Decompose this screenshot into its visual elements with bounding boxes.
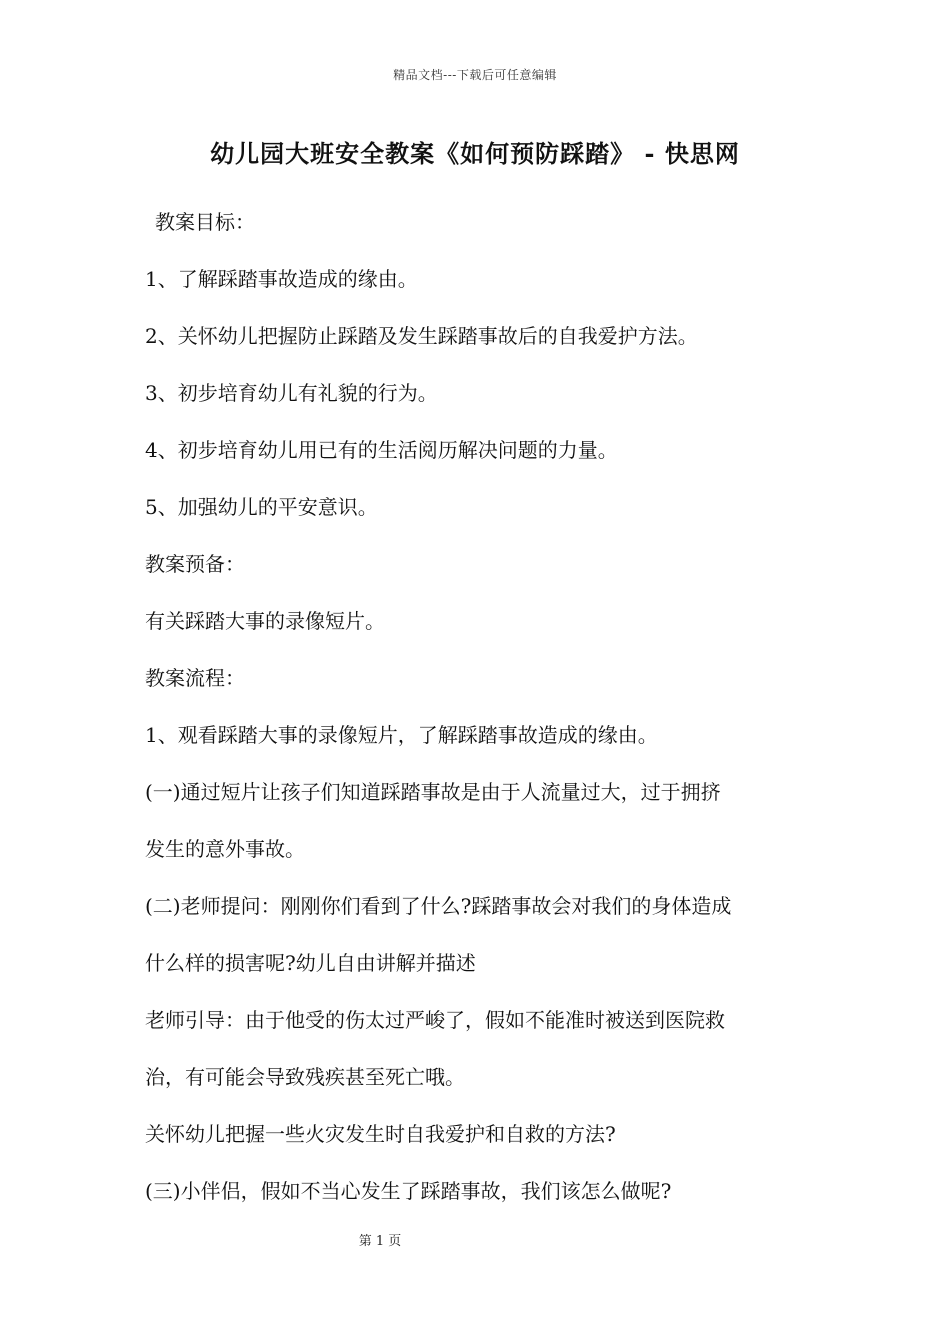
page-number: 第 1 页 (358, 1234, 402, 1249)
paragraph-line: 发生的意外事故。 (145, 837, 305, 861)
page-header: 精品文档---下载后可任意编辑 (393, 68, 557, 82)
paragraph-line: 老师引导：由于他受的伤太过严峻了，假如不能准时被送到医院救 (145, 1008, 725, 1032)
paragraph-line: 什么样的损害呢?幼儿自由讲解并描述 (145, 951, 476, 975)
paragraph-line: (一)通过短片让孩子们知道踩踏事故是由于人流量过大，过于拥挤 (145, 780, 721, 804)
paragraph-line: 有关踩踏大事的录像短片。 (145, 609, 385, 633)
paragraph-line: (三)小伴侣，假如不当心发生了踩踏事故，我们该怎么做呢? (145, 1179, 672, 1203)
paragraph-line: 关怀幼儿把握一些火灾发生时自我爱护和自救的方法? (145, 1122, 616, 1146)
paragraph-line: 治，有可能会导致残疾甚至死亡哦。 (145, 1065, 465, 1089)
paragraph-line: 3、初步培育幼儿有礼貌的行为。 (145, 381, 438, 405)
paragraph-line: 1、观看踩踏大事的录像短片，了解踩踏事故造成的缘由。 (145, 723, 658, 747)
document-title: 幼儿园大班安全教案《如何预防踩踏》 - 快思网 (210, 139, 740, 168)
section-heading-process: 教案流程： (145, 666, 245, 690)
section-heading-preparation: 教案预备： (145, 552, 245, 576)
paragraph-line: 2、关怀幼儿把握防止踩踏及发生踩踏事故后的自我爱护方法。 (145, 324, 698, 348)
paragraph-line: 4、初步培育幼儿用已有的生活阅历解决问题的力量。 (145, 438, 618, 462)
paragraph-line: (二)老师提问：刚刚你们看到了什么?踩踏事故会对我们的身体造成 (145, 894, 732, 918)
paragraph-line: 1、了解踩踏事故造成的缘由。 (145, 267, 418, 291)
section-heading-objectives: 教案目标： (155, 210, 255, 234)
paragraph-line: 5、加强幼儿的平安意识。 (145, 495, 378, 519)
